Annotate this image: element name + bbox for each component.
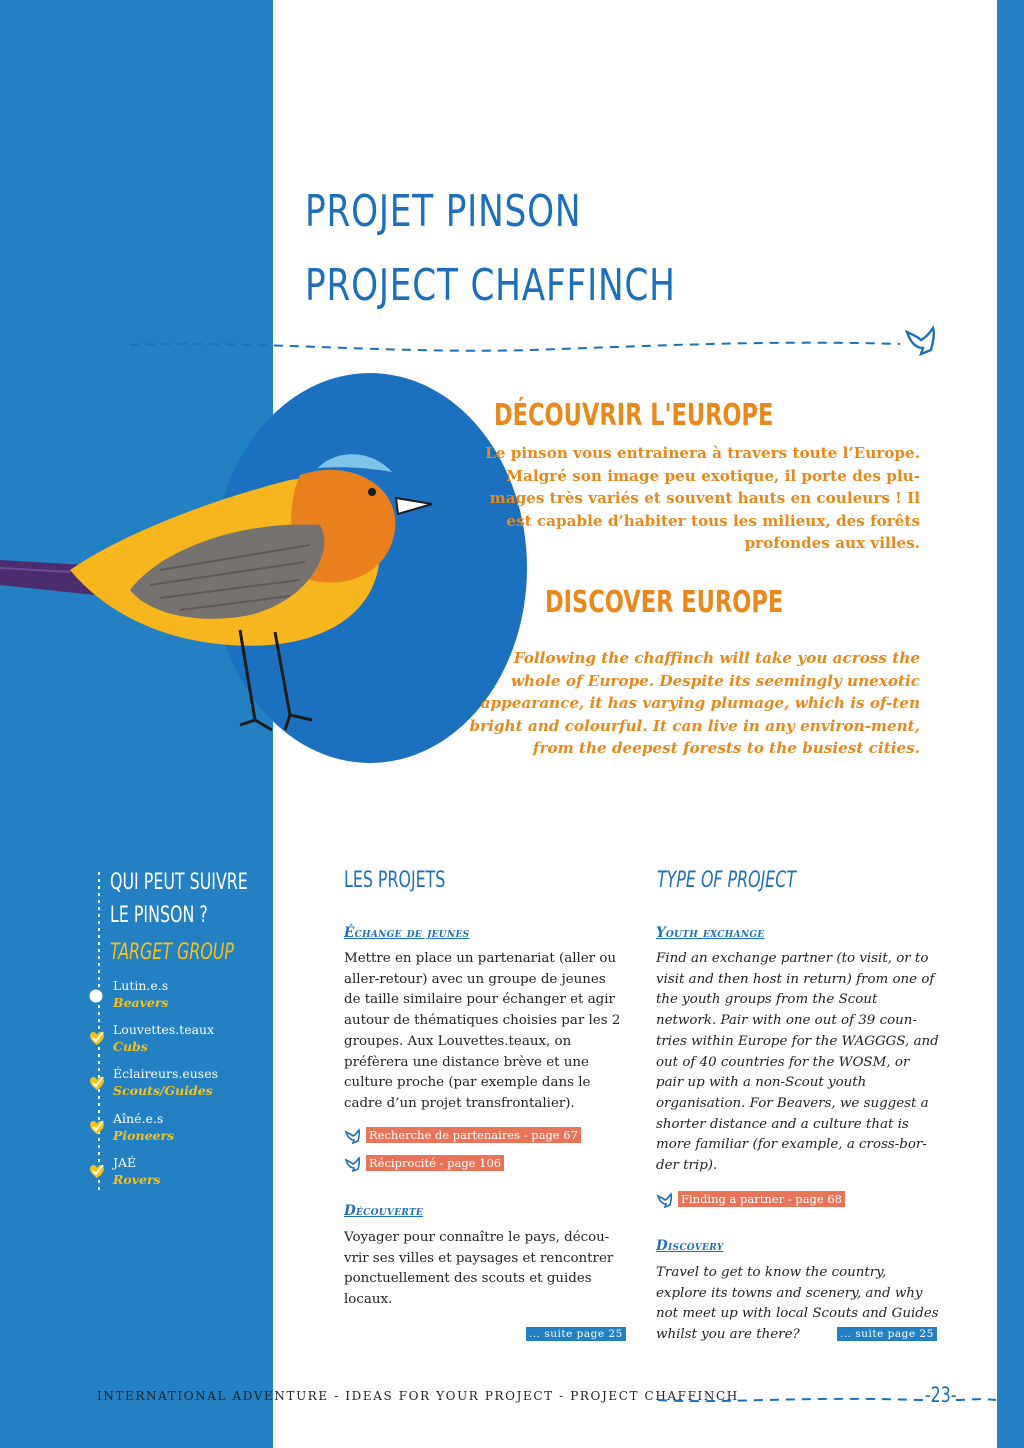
- dove-icon: [344, 1156, 362, 1172]
- group-label-en: Pioneers: [113, 1128, 175, 1143]
- footer-running-title: INTERNATIONAL ADVENTURE - IDEAS FOR YOUR PROJECT - PROJECT CHAFFINCH: [97, 1389, 739, 1403]
- sidebar-target-group: TARGET GROUP: [110, 940, 234, 965]
- continued-link-french[interactable]: ... suite page 25: [526, 1327, 626, 1341]
- link-label[interactable]: Réciprocité - page 106: [366, 1155, 504, 1171]
- dove-icon: [903, 324, 939, 358]
- discovery-text-english: Travel to get to know the country, explore its towns and scenery, and why not meet up with local Scouts and Guides whilst you are there?: [656, 1265, 939, 1343]
- column-heading-english: TYPE OF PROJECT: [657, 868, 797, 893]
- link-reciprocity[interactable]: [344, 1156, 504, 1172]
- discovery-title-english: Discovery: [656, 1238, 724, 1254]
- intro-heading-english: DISCOVER EUROPE: [545, 585, 784, 620]
- page-number: -23-: [925, 1383, 957, 1407]
- column-heading-french: LES PROJETS: [344, 868, 446, 893]
- heart-check-icon: [88, 1075, 106, 1091]
- exchange-title-french: Échange de jeunes: [344, 925, 470, 941]
- title-english: PROJECT CHAFFINCH: [305, 260, 676, 311]
- discovery-title-french: Découverte: [344, 1203, 424, 1219]
- dot-icon: [88, 988, 104, 1004]
- group-label-fr: Aîné.e.s: [113, 1111, 164, 1126]
- link-label[interactable]: Recherche de partenaires - page 67: [366, 1127, 581, 1143]
- title-french: PROJET PINSON: [305, 186, 582, 237]
- continued-link-english[interactable]: ... suite page 25: [837, 1327, 937, 1341]
- dove-icon: [656, 1192, 674, 1208]
- exchange-title-english: Youth exchange: [656, 925, 765, 941]
- intro-text-french: Le pinson vous entrainera à travers toute l’Europe. Malgré son image peu exotique, il porte des plu-mages très variés et souvent hauts en couleurs ! Il est capable d’habiter tous les milieux, des forêts profondes aux villes.: [485, 444, 920, 552]
- link-finding-partner[interactable]: [656, 1192, 845, 1208]
- right-blue-band: [997, 0, 1024, 1448]
- link-partner-search[interactable]: [344, 1128, 581, 1144]
- sidebar-heading-line1: QUI PEUT SUIVRE: [110, 870, 248, 895]
- intro-heading-french: DÉCOUVRIR L'EUROPE: [494, 398, 774, 433]
- dove-icon: [344, 1128, 362, 1144]
- group-label-fr: Louvettes.teaux: [113, 1022, 215, 1037]
- group-cubs: [113, 1021, 214, 1055]
- heart-check-icon: [88, 1030, 106, 1046]
- group-label-fr: Éclaireurs.euses: [113, 1066, 219, 1081]
- link-label[interactable]: Finding a partner - page 68: [678, 1191, 845, 1207]
- group-label-en: Rovers: [113, 1172, 161, 1187]
- chaffinch-illustration: [0, 440, 440, 740]
- group-scouts-guides: [113, 1065, 218, 1099]
- dashed-wave-divider: [130, 330, 910, 360]
- heart-check-icon: [88, 1119, 106, 1135]
- group-label-en: Cubs: [113, 1039, 148, 1054]
- discovery-text-french: Voyager pour connaître le pays, décou-vrir ses villes et paysages et rencontrer ponctuellement des scouts et guides locaux.: [344, 1230, 614, 1308]
- exchange-text-english: Find an exchange partner (to visit, or to visit and then host in return) from one of the youth groups from the Scout network. Pair with one out of 39 coun-tries within Europe for the WAGGGS, and out of 40 countries for the WOSM, or pair up with a non-Scout youth organisation. For Beavers, we suggest a shorter distance and a culture that is more familiar (for example, a cross-bor-der trip).: [656, 951, 939, 1174]
- intro-text-english: Following the chaffinch will take you across the whole of Europe. Despite its seemingly unexotic appearance, it has varying plumage, which is of-ten bright and colourful. It can live in any environ-ment, from the deepest forests to the busiest cities.: [469, 649, 920, 757]
- group-beavers: [113, 977, 168, 1011]
- group-rovers: [113, 1154, 161, 1188]
- group-label-fr: JAÉ: [113, 1155, 137, 1170]
- exchange-text-french: Mettre en place un partenariat (aller ou aller-retour) avec un groupe de jeunes de taille similaire pour échanger et agir autour de thématiques choisies par les 2 groupes. Aux Louvettes.teaux, on préfèrera une distance brève et une culture proche (par exemple dans le cadre d’un projet transfrontalier).: [344, 951, 621, 1111]
- group-label-en: Beavers: [113, 995, 169, 1010]
- group-label-en: Scouts/Guides: [113, 1083, 213, 1098]
- group-label-fr: Lutin.e.s: [113, 978, 169, 993]
- heart-check-icon: [88, 1163, 106, 1179]
- sidebar-heading-line2: LE PINSON ?: [110, 903, 208, 928]
- group-pioneers: [113, 1110, 174, 1144]
